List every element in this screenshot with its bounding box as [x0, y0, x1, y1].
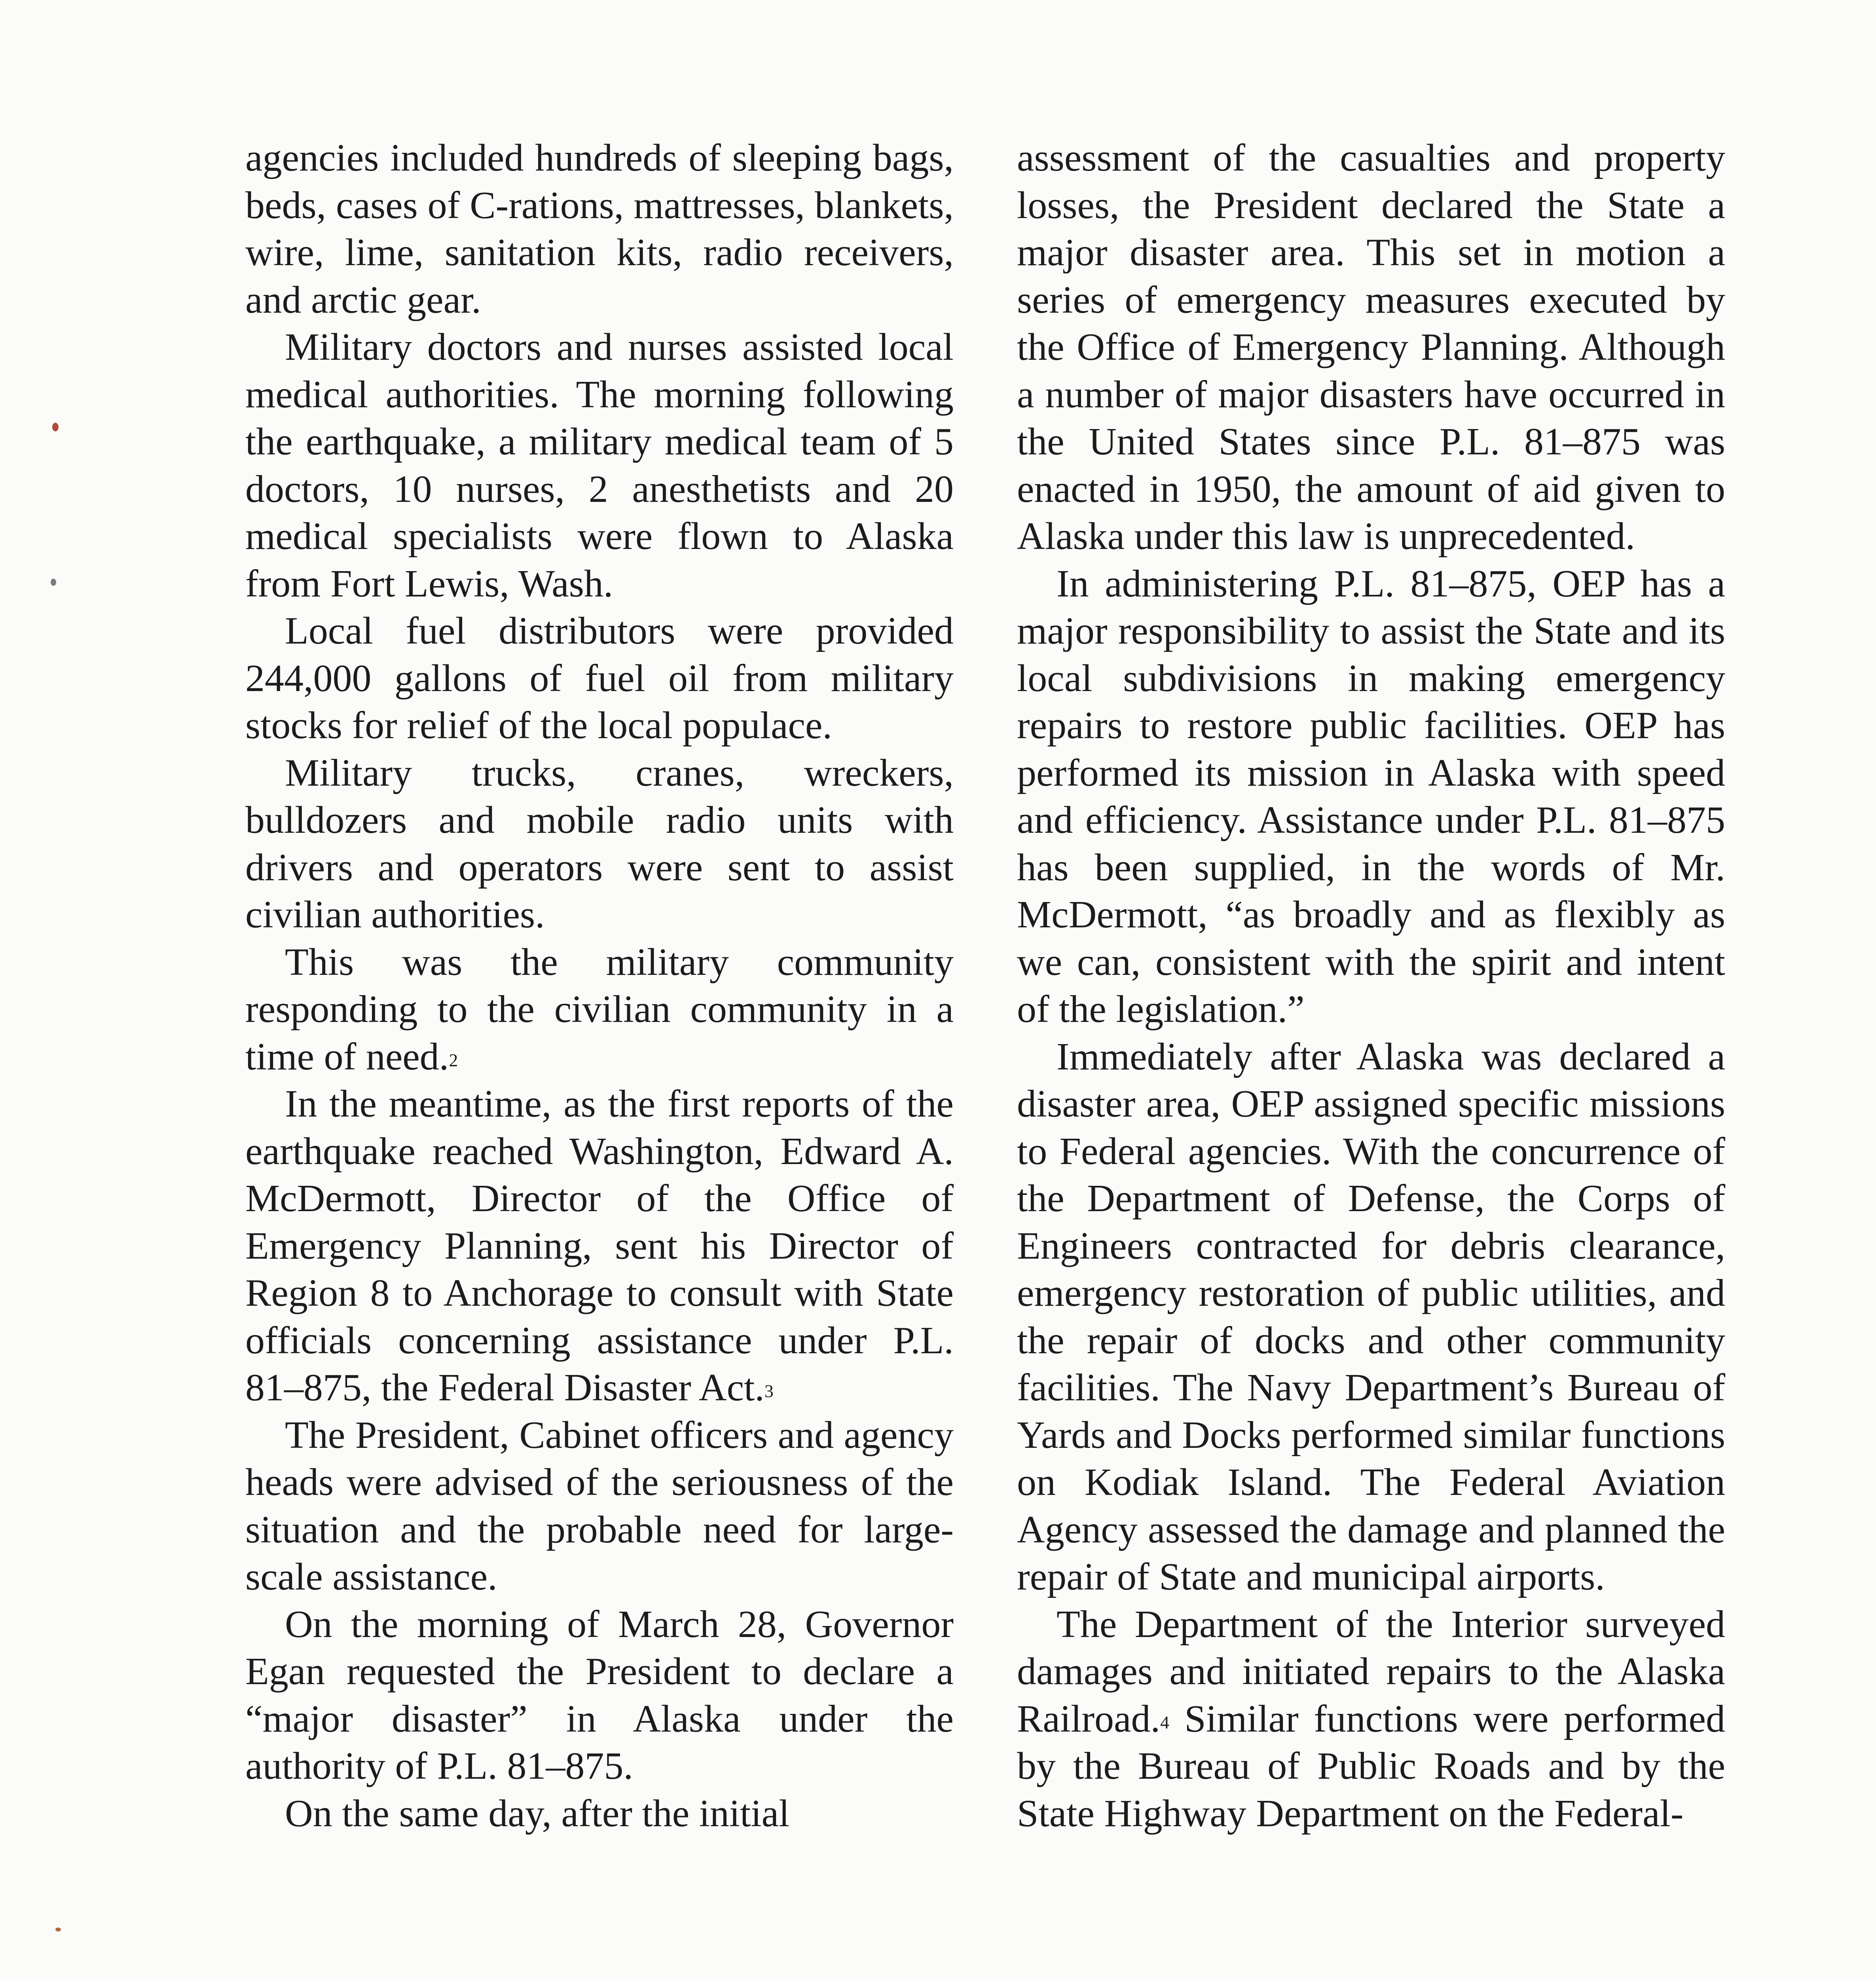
paragraph — [1017, 1601, 1725, 1838]
paragraph: agencies included hundreds of sleeping bags, beds, cases of C-rations, mattresses, blankets, wire, lime, sanitation kits, radio receivers, and arctic gear. — [245, 137, 954, 321]
paragraph: The President, Cabinet officers and agency heads were advised of the seriousness of the situation and the probable need for large-scale assistance. — [245, 1413, 954, 1598]
paragraph-text: Similar functions were performed by the Bureau of Public Roads and by the State Highway Department on the Federal- — [1017, 1697, 1725, 1835]
scan-speck — [51, 579, 56, 586]
footnote-ref: 3 — [764, 1381, 774, 1401]
scan-speck — [55, 1928, 61, 1932]
right-column — [1017, 135, 1725, 1837]
paragraph: assessment of the casualties and property losses, the President declared the State a major disaster area. This set in motion a series of emergency measures executed by the Office of Emergency Planning. Although a number of major disasters have occurred in the United States since P.L. 81–875 was enacted in 1950, the amount of aid given to Alaska under this law is unprecedented. — [1017, 137, 1725, 558]
paragraph: In administering P.L. 81–875, OEP has a major responsibility to assist the State and its local subdivisions in making emergency repairs to restore public facilities. OEP has performed its mission in Alaska with speed and efficiency. Assistance under P.L. 81–875 has been supplied, in the words of Mr. McDermott, “as broadly and as flexibly as we can, consistent with the spirit and intent of the legislation.” — [1017, 562, 1725, 1031]
footnote-ref: 2 — [449, 1050, 458, 1070]
left-column — [245, 135, 954, 1837]
paragraph — [245, 1081, 954, 1412]
paragraph: On the same day, after the initial — [285, 1792, 790, 1835]
paragraph: On the morning of March 28, Governor Egan requested the President to declare a “major disaster” in Alaska under the authority of P.L. 81–875. — [245, 1603, 954, 1787]
paragraph — [245, 939, 954, 1081]
paragraph-text: The Department of the Interior surveyed damages and initiated repairs to the Alaska Railroad. — [1017, 1603, 1725, 1740]
footnote-ref: 4 — [1160, 1712, 1169, 1732]
scan-speck — [52, 423, 59, 431]
paragraph: Military doctors and nurses assisted local medical authorities. The morning following the earthquake, a military medical team of 5 doctors, 10 nurses, 2 anesthetists and 20 medical specialists were flown to Alaska from Fort Lewis, Wash. — [245, 326, 954, 605]
paragraph: Local fuel distributors were provided 244,000 gallons of fuel oil from military stocks for relief of the local populace. — [245, 610, 954, 747]
paragraph-text: In the meantime, as the first reports of the earthquake reached Washington, Edward A. McDermott, Director of the Office of Emergency Planning, sent his Director of Region 8 to Anchorage to consult with State officials concerning assistance under P.L. 81–875, the Federal Disaster Act. — [245, 1083, 954, 1409]
paragraph-text: This was the military community responding to the civilian community in a time of need. — [245, 940, 954, 1078]
paragraph: Military trucks, cranes, wreckers, bulldozers and mobile radio units with drivers and operators were sent to assist civilian authorities. — [245, 751, 954, 936]
paragraph: Immediately after Alaska was declared a disaster area, OEP assigned specific missions to Federal agencies. With the concurrence of the Department of Defense, the Corps of Engineers contracted for debris clearance, emergency restoration of public utilities, and the repair of docks and other community facilities. The Navy Department’s Bureau of Yards and Docks performed similar functions on Kodiak Island. The Federal Aviation Agency assessed the damage and planned the repair of State and municipal airports. — [1017, 1035, 1725, 1598]
